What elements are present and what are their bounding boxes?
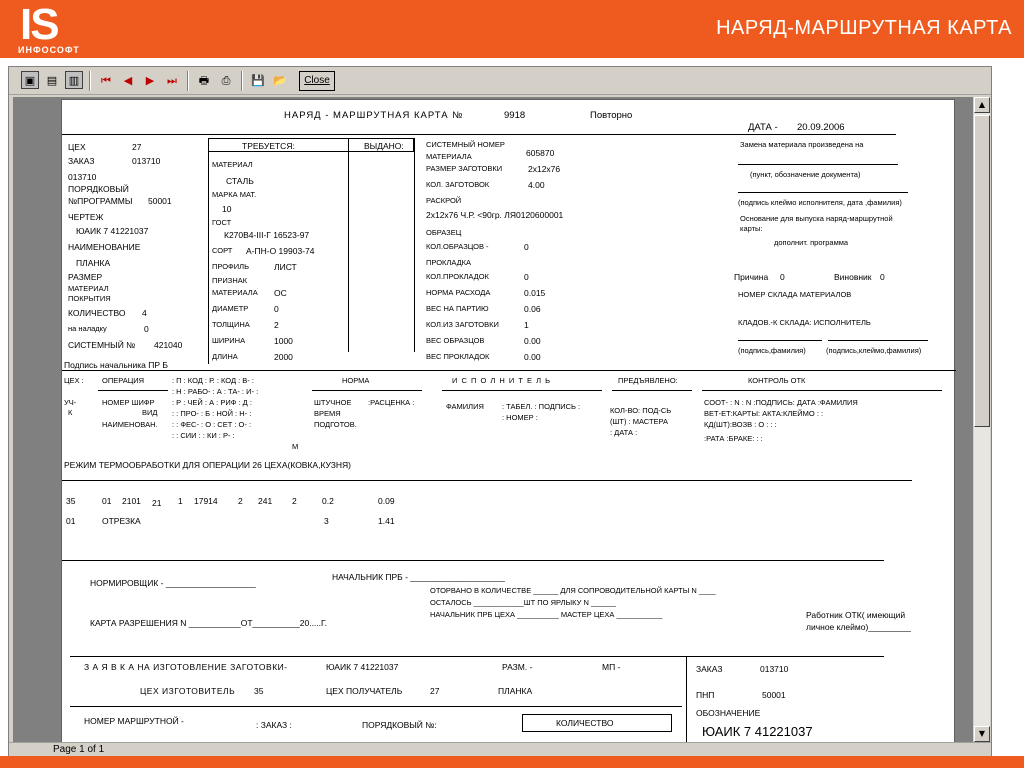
zayavka-mp: МП - — [602, 662, 621, 672]
logo-mark: IS — [20, 0, 58, 49]
norma-value: 0.015 — [524, 288, 546, 298]
tolsh-label: ТОЛЩИНА — [212, 320, 250, 329]
report-viewer-window — [8, 66, 992, 756]
razm-zag-label: РАЗМЕР ЗАГОТОВКИ — [426, 164, 503, 173]
podpis1-text: (подпись клеймо исполнителя, дата ,фамилия) — [738, 198, 902, 207]
ops-col4: : : ПРО- : Б : НОЙ : Н- : — [172, 409, 252, 418]
material-pokr-label: МАТЕРИАЛ ПОКРЫТИЯ — [68, 284, 111, 303]
material-value: СТАЛЬ — [226, 176, 254, 186]
nomer-marshr-label: НОМЕР МАРШРУТНОЙ - — [84, 716, 184, 726]
kolvo-value: 4 — [142, 308, 147, 318]
ops-tabel: : ТАБЕЛ. : ПОДПИСЬ : — [502, 402, 581, 411]
row2-ceh: 01 — [66, 516, 76, 526]
ops-k4: :РАТА :БРАКЕ: : : — [704, 434, 763, 443]
zakaz2-label: : ЗАКАЗ : — [256, 720, 292, 730]
raskroy-label: РАСКРОЙ — [426, 196, 462, 205]
otorvano-text: ОТОРВАНО В КОЛИЧЕСТВЕ ______ ДЛЯ СОПРОВОДИТЕЛЬНОЙ КАРТЫ N ____ — [430, 586, 716, 595]
nach-ceha-text: НАЧАЛЬНИК ПРБ ЦЕХА __________ МАСТЕР ЦЕХА ___________ — [430, 610, 663, 619]
row1-rascenka: 0.09 — [378, 496, 395, 506]
kladov-text: КЛАДОВ.-К СКЛАДА: ИСПОЛНИТЕЛЬ — [738, 318, 871, 327]
rule — [828, 340, 928, 341]
zayavka-zakaz-label: ЗАКАЗ — [696, 664, 723, 674]
dlina-label: ДЛИНА — [212, 352, 238, 361]
sort-label: СОРТ — [212, 246, 233, 255]
toolbar-separator — [187, 71, 189, 91]
rule — [70, 706, 682, 707]
rabotnik1-text: Работник ОТК( имеющий — [806, 610, 906, 620]
ops-vremya: ВРЕМЯ — [314, 409, 341, 418]
ops-kontrol: КОНТРОЛЬ ОТК — [748, 376, 806, 385]
chertezh-label: ЧЕРТЕЖ — [68, 212, 104, 222]
row1-oper: 2101 — [122, 496, 141, 506]
rule — [208, 138, 209, 364]
row1-shtuch: 0.2 — [322, 496, 334, 506]
raskroy-value: 2x12x76 Ч.Р. <90гр. ЛЯ0120600001 — [426, 210, 564, 220]
ceh-izg-label: ЦЕХ ИЗГОТОВИТЕЛЬ — [140, 686, 236, 696]
osnovanie2-text: карты: — [740, 224, 763, 233]
priznak-mat-label: МАТЕРИАЛА — [212, 288, 258, 297]
profil-label: ПРОФИЛЬ — [212, 262, 249, 271]
rule — [738, 192, 908, 193]
treb-label: ТРЕБУЕТСЯ: — [242, 141, 295, 151]
dop-prog-text: дополнит. программа — [774, 238, 849, 247]
oboznach-value: ЮАИК 7 41221037 — [702, 724, 813, 739]
rabotnik2-text: личное клеймо)_________ — [806, 622, 911, 632]
kol-prokl-value: 0 — [524, 272, 529, 282]
zayavka-code: ЮАИК 7 41221037 — [326, 662, 399, 672]
slide-title: НАРЯД-МАРШРУТНАЯ КАРТА — [716, 17, 1012, 39]
norma-label: НОРМА РАСХОДА — [426, 288, 491, 297]
next-page-icon[interactable]: ▶ — [145, 73, 155, 87]
ostalos-text: ОСТАЛОСЬ ____________ШТ ПО ЯРЛЫКУ N ______ — [430, 598, 616, 607]
ops-ceh: ЦЕХ : — [64, 376, 84, 385]
kol-obr-label: КОЛ.ОБРАЗЦОВ - — [426, 242, 489, 251]
zayavka-naim: ПЛАНКА — [498, 686, 533, 696]
date-label: ДАТА - — [748, 122, 778, 133]
karta-razr-text: КАРТА РАЗРЕШЕНИЯ N ___________ОТ__________20.....Г. — [90, 618, 327, 628]
nanaladku-value: 0 — [144, 324, 149, 334]
last-page-icon[interactable]: ⏭ — [167, 73, 177, 87]
ops-rascenka: :РАСЦЕНКА : — [368, 398, 415, 407]
ops-col1: : П : КОД : Р. : КОД : В- : — [172, 376, 254, 385]
ceh-value: 27 — [132, 142, 142, 152]
single-page-icon[interactable]: ▣ — [21, 71, 39, 89]
poryad-label: ПОРЯДКОВЫЙ — [68, 184, 129, 194]
profil-value: ЛИСТ — [274, 262, 297, 272]
rule — [62, 560, 884, 561]
ops-sht-master: (ШТ) : МАСТЕРА — [610, 417, 669, 426]
pnp-value: 50001 — [762, 690, 786, 700]
row1-p: 1 — [178, 496, 183, 506]
kol-zag-value: 4.00 — [528, 180, 545, 190]
ops-predyavleno: ПРЕДЪЯВЛЕНО: — [618, 376, 678, 385]
osnovanie1-text: Основание для выпуска наряд-маршрутной — [740, 214, 893, 223]
ceh-pol-value: 27 — [430, 686, 440, 696]
ves-partii-label: ВЕС НА ПАРТИЮ — [426, 304, 489, 313]
ops-ispolnitel: И С П О Л Н И Т Е Л Ь — [452, 376, 552, 385]
ops-col3: : Р : ЧЕЙ : А : РИФ : Д : — [172, 398, 252, 407]
rule — [312, 390, 422, 391]
rule — [62, 480, 912, 481]
nach-prb-text: НАЧАЛЬНИК ПРБ - ____________________ — [332, 572, 505, 582]
prichina-label: Причина — [734, 272, 769, 282]
report-page — [61, 99, 955, 742]
sysnum-mat-label: СИСТЕМНЫЙ НОМЕР — [426, 140, 505, 149]
rule — [738, 340, 822, 341]
poryad-label2: ПОРЯДКОВЫЙ №: — [362, 720, 437, 730]
marka-label: МАРКА МАТ. — [212, 190, 257, 199]
document-area[interactable] — [13, 97, 973, 742]
podpis2b-text: (подпись,клеймо,фамилия) — [826, 346, 922, 355]
ops-col6: : : СИИ : : КИ : Р- : — [172, 431, 235, 440]
naim-label: НАИМЕНОВАНИЕ — [68, 242, 141, 252]
rule — [738, 164, 898, 165]
razm-zag-value: 2x12x76 — [528, 164, 561, 174]
print-icon[interactable]: ⎙ — [221, 73, 231, 87]
material-label: МАТЕРИАЛ — [212, 160, 253, 169]
ops-k3: КД(ШТ):ВОЗВ : О : : : — [704, 420, 777, 429]
oboznach-label: ОБОЗНАЧЕНИЕ — [696, 708, 761, 718]
rule — [348, 138, 349, 352]
naim-value: ПЛАНКА — [76, 258, 111, 268]
ops-k: К — [68, 408, 73, 417]
sysnum-mat-value: 605870 — [526, 148, 555, 158]
rule — [98, 390, 168, 391]
company-logo — [8, 0, 90, 55]
kol-iz-zag-label: КОЛ.ИЗ ЗАГОТОВКИ — [426, 320, 499, 329]
marka-value: 10 — [222, 204, 232, 214]
save-icon[interactable]: 💾 — [251, 73, 265, 87]
shir-label: ШИРИНА — [212, 336, 246, 345]
divider — [0, 58, 1024, 66]
row1-pn: 21 — [152, 498, 162, 508]
ops-familia: ФАМИЛИЯ — [446, 402, 484, 411]
sort-value: А-ПН-О 19903-74 — [246, 246, 315, 256]
obrazec-label: ОБРАЗЕЦ — [426, 228, 462, 237]
footer-bar — [0, 756, 1024, 768]
rule — [702, 390, 942, 391]
program-label: №ПРОГРАММЫ — [68, 196, 133, 206]
tolsh-value: 2 — [274, 320, 279, 330]
rule — [612, 390, 692, 391]
shir-value: 1000 — [274, 336, 293, 346]
prichina-value: 0 — [780, 272, 785, 282]
zayavka-label: З А Я В К А НА ИЗГОТОВЛЕНИЕ ЗАГОТОВКИ- — [84, 662, 288, 672]
ops-naimenov: НАИМЕНОВАН. — [102, 420, 158, 429]
rule — [686, 656, 687, 742]
prev-page-icon[interactable]: ◀ — [123, 73, 133, 87]
punkt-text: (пункт, обозначение документа) — [750, 170, 861, 179]
razmer-label: РАЗМЕР — [68, 272, 103, 282]
rezhim-text: РЕЖИМ ТЕРМООБРАБОТКИ ДЛЯ ОПЕРАЦИИ 26 ЦЕХА(КОВКА,КУЗНЯ) — [64, 460, 351, 470]
doc-number: 9918 — [504, 110, 526, 121]
nanaladku-label: на наладку — [68, 324, 107, 333]
vinovnik-value: 0 — [880, 272, 885, 282]
ves-prokl-value: 0.00 — [524, 352, 541, 362]
row1-ceh: 35 — [66, 496, 76, 506]
diam-label: ДИАМЕТР — [212, 304, 249, 313]
ops-operacia: ОПЕРАЦИЯ — [102, 376, 145, 385]
ops-shtuch: ШТУЧНОЕ — [314, 398, 352, 407]
ops-norma: НОРМА — [342, 376, 370, 385]
logo-company-name: ИНФОСОФТ — [18, 45, 80, 55]
doc-repeat: Повторно — [590, 110, 633, 121]
ops-k2: ВЕТ-ЕТ:КАРТЫ: АКТА:КЛЕЙМО : : — [704, 409, 824, 418]
chertezh-value: ЮАИК 7 41221037 — [76, 226, 149, 236]
rule — [442, 390, 602, 391]
ceh-label: ЦЕХ — [68, 142, 86, 152]
ops-kolvo-pod: КОЛ-ВО: ПОД-СЬ — [610, 406, 672, 415]
program-value: 50001 — [148, 196, 172, 206]
printer-setup-icon[interactable]: 🖶 — [198, 73, 210, 87]
date-value: 20.09.2006 — [797, 122, 845, 133]
rule — [62, 370, 956, 371]
zakaz-label: ЗАКАЗ — [68, 156, 95, 166]
sklad-label: НОМЕР СКЛАДА МАТЕРИАЛОВ — [738, 290, 852, 299]
first-page-icon[interactable]: ⏮ — [101, 73, 111, 87]
dlina-value: 2000 — [274, 352, 293, 362]
multi-page-icon[interactable]: ▤ — [46, 73, 58, 87]
ceh-pol-label: ЦЕХ ПОЛУЧАТЕЛЬ — [326, 686, 403, 696]
sysnum-mat-label2: МАТЕРИАЛА — [426, 152, 472, 161]
sysnum-label: СИСТЕМНЫЙ № — [68, 340, 136, 350]
ves-partii-value: 0.06 — [524, 304, 541, 314]
row1-uch: 01 — [102, 496, 112, 506]
ves-prokl-label: ВЕС ПРОКЛАДОК — [426, 352, 490, 361]
vydano-label: ВЫДАНО: — [364, 141, 404, 151]
ves-obr-value: 0.00 — [524, 336, 541, 346]
podpis2a-text: (подпись,фамилия) — [738, 346, 806, 355]
prokl-label: ПРОКЛАДКА — [426, 258, 472, 267]
vinovnik-label: Виновник — [834, 272, 872, 282]
rule — [414, 138, 415, 352]
ops-col2: : Н : РАБО- : А : ТА- : И- : — [172, 387, 259, 396]
pnp-label: ПНП — [696, 690, 715, 700]
kol-obr-value: 0 — [524, 242, 529, 252]
open-folder-icon[interactable]: 📂 — [273, 73, 287, 87]
ops-nomer-shifr: НОМЕР ШИФР — [102, 398, 155, 407]
header-bar — [0, 0, 1024, 58]
toolbar-separator — [241, 71, 243, 91]
close-button[interactable]: Close — [299, 71, 335, 91]
row2-oper-name: ОТРЕЗКА — [102, 516, 141, 526]
kol-prokl-label: КОЛ.ПРОКЛАДОК — [426, 272, 489, 281]
kol-iz-zag-value: 1 — [524, 320, 529, 330]
toolbar-separator — [89, 71, 91, 91]
priznak-mat-value: ОС — [274, 288, 287, 298]
vertical-scrollbar[interactable] — [974, 97, 990, 742]
ops-data: : ДАТА : — [610, 428, 638, 437]
row1-vid: 2 — [292, 496, 297, 506]
rule — [70, 656, 884, 657]
ops-podgotov: ПОДГОТОВ. — [314, 420, 357, 429]
zayavka-zakaz-value: 013710 — [760, 664, 789, 674]
scroll-thumb[interactable] — [974, 115, 990, 427]
ops-k1: СООТ- : N : N :ПОДПИСЬ: ДАТА :ФАМИЛИЯ — [704, 398, 858, 407]
row2-rascenka: 1.41 — [378, 516, 395, 526]
row2-shtuch: 3 — [324, 516, 329, 526]
page-width-icon[interactable]: ▥ — [65, 71, 83, 89]
row1-prof: 17914 — [194, 496, 218, 506]
viewer-toolbar — [9, 67, 991, 95]
row1-r: 2 — [238, 496, 243, 506]
scroll-down-icon[interactable]: ▼ — [974, 726, 990, 742]
zayavka-razm: РАЗМ. - — [502, 662, 533, 672]
ops-col5: : : ФЕС- : О : СЕТ : О- : — [172, 420, 252, 429]
sysnum-value: 421040 — [154, 340, 183, 350]
zamena-text: Замена материала произведена на — [740, 140, 864, 149]
diam-value: 0 — [274, 304, 279, 314]
priznak-label: ПРИЗНАК — [212, 276, 248, 285]
ves-obr-label: ВЕС ОБРАЗЦОВ — [426, 336, 485, 345]
rule — [62, 134, 896, 135]
ops-vid: ВИД — [142, 408, 158, 417]
ops-col7: М — [292, 442, 299, 451]
scroll-up-icon[interactable]: ▲ — [974, 97, 990, 113]
status-bar — [9, 742, 991, 756]
page-indicator: Page 1 of 1 — [53, 744, 105, 755]
gost-value: К270В4-III-Г 16523-97 — [224, 230, 310, 240]
doc-title: НАРЯД - МАРШРУТНАЯ КАРТА № — [284, 110, 464, 121]
ops-nomer: : НОМЕР : — [502, 413, 538, 422]
kolichestvo-label: КОЛИЧЕСТВО — [556, 718, 614, 728]
row1-tarif: 241 — [258, 496, 273, 506]
ops-uch: УЧ- — [64, 398, 77, 407]
zakaz2-value: 013710 — [68, 172, 97, 182]
ceh-izg-value: 35 — [254, 686, 264, 696]
kolvo-label: КОЛИЧЕСТВО — [68, 308, 126, 318]
kol-zag-label: КОЛ. ЗАГОТОВОК — [426, 180, 490, 189]
normirovshik-text: НОРМИРОВЩИК - ___________________ — [90, 578, 256, 588]
gost-label: ГОСТ — [212, 218, 232, 227]
sign-label: Подпись начальника ПР Б — [64, 360, 168, 370]
zakaz-value: 013710 — [132, 156, 161, 166]
